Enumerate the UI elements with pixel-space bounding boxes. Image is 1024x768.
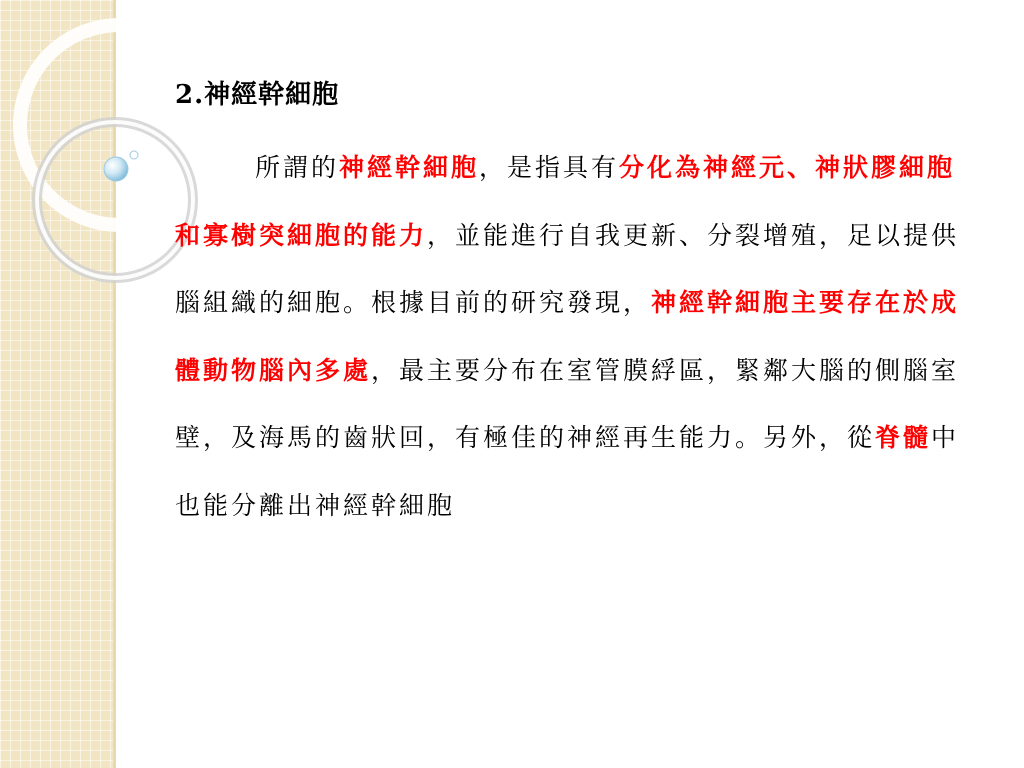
slide-title: 2.神經幹細胞 bbox=[175, 80, 340, 110]
text-segment: ，並能進行自我更新、分裂增殖，足以提供腦組織的細胞。根據目前的研究發現， bbox=[175, 220, 960, 317]
highlight-neural-stem-cell: 神經幹細胞 bbox=[339, 153, 480, 182]
text-segment: ，是指具有 bbox=[479, 153, 620, 182]
highlight-adult-brain-location: 神經幹細胞主要存在於成體動物腦內多處 bbox=[175, 288, 960, 385]
highlight-differentiation-ability: 分化為神經元、神狀膠細胞和寡樹突細胞的能力 bbox=[175, 153, 956, 250]
small-bubble-icon bbox=[130, 151, 138, 159]
text-segment: ，最主要分布在室管膜綒區，緊鄰大腦的側腦室壁，及海馬的齒狀回，有極佳的神經再生能力。另外，從 bbox=[175, 355, 960, 452]
slide-content bbox=[175, 78, 965, 539]
body-paragraph bbox=[175, 134, 965, 539]
decorative-rings bbox=[0, 0, 200, 320]
text-segment: 所謂的 bbox=[255, 153, 340, 182]
blue-bubble-icon bbox=[104, 157, 128, 181]
text-segment: 中也能分離出神經幹細胞 bbox=[175, 423, 960, 520]
highlight-spinal-cord: 脊髓 bbox=[875, 423, 932, 452]
